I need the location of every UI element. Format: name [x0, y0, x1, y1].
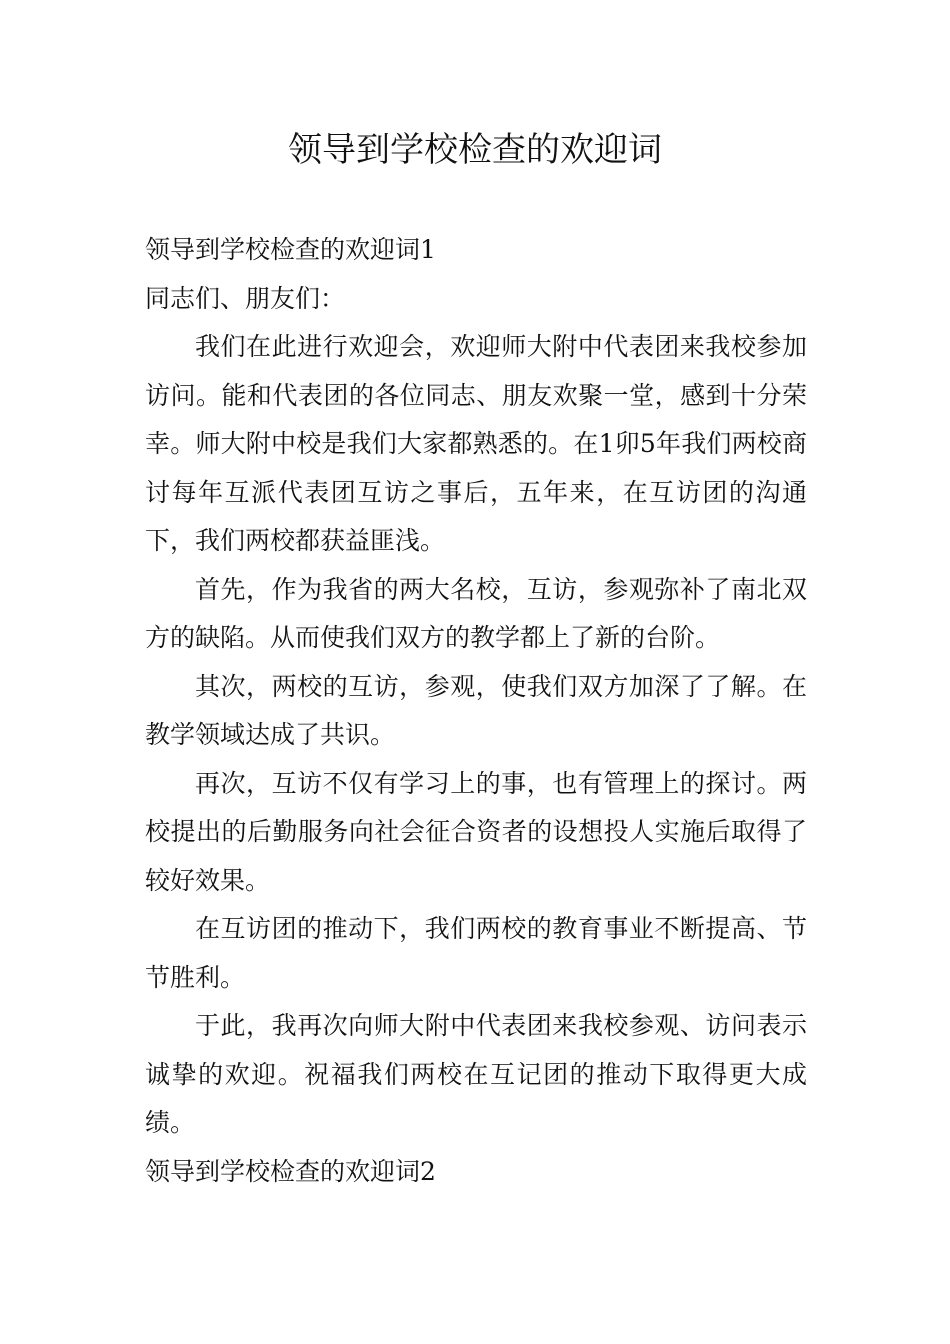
paragraph: 在互访团的推动下，我们两校的教育事业不断提高、节节胜利。 — [145, 914, 807, 992]
paragraph: 首先，作为我省的两大名校，互访，参观弥补了南北双方的缺陷。从而使我们双方的教学都上了新的台阶。 — [145, 574, 807, 652]
section-heading: 领导到学校检查的欢迎词2 — [145, 1156, 436, 1186]
paragraph: 我们在此进行欢迎会，欢迎师大附中代表团来我校参加访问。能和代表团的各位同志、朋友欢聚一堂，感到十分荣幸。师大附中校是我们大家都熟悉的。在1卯5年我们两校商讨每年互派代表团互访之事后，五年来，在互访团的沟通下，我们两校都获益匪浅。 — [145, 332, 807, 555]
document-title: 领导到学校检查的欢迎词 — [288, 130, 662, 170]
paragraph: 其次，两校的互访，参观，使我们双方加深了了解。在教学领域达成了共识。 — [145, 671, 807, 749]
paragraph: 再次，互访不仅有学习上的事，也有管理上的探讨。两校提出的后勤服务向社会征合资者的设想投人实施后取得了较好效果。 — [145, 768, 807, 895]
section-heading: 领导到学校检查的欢迎词1 — [145, 235, 436, 264]
salutation: 同志们、朋友们： — [145, 283, 346, 313]
paragraph: 于此，我再次向师大附中代表团来我校参观、访问表示诚挚的欢迎。祝福我们两校在互记团的推动下取得更大成绩。 — [145, 1011, 807, 1137]
document-body — [145, 226, 807, 1196]
